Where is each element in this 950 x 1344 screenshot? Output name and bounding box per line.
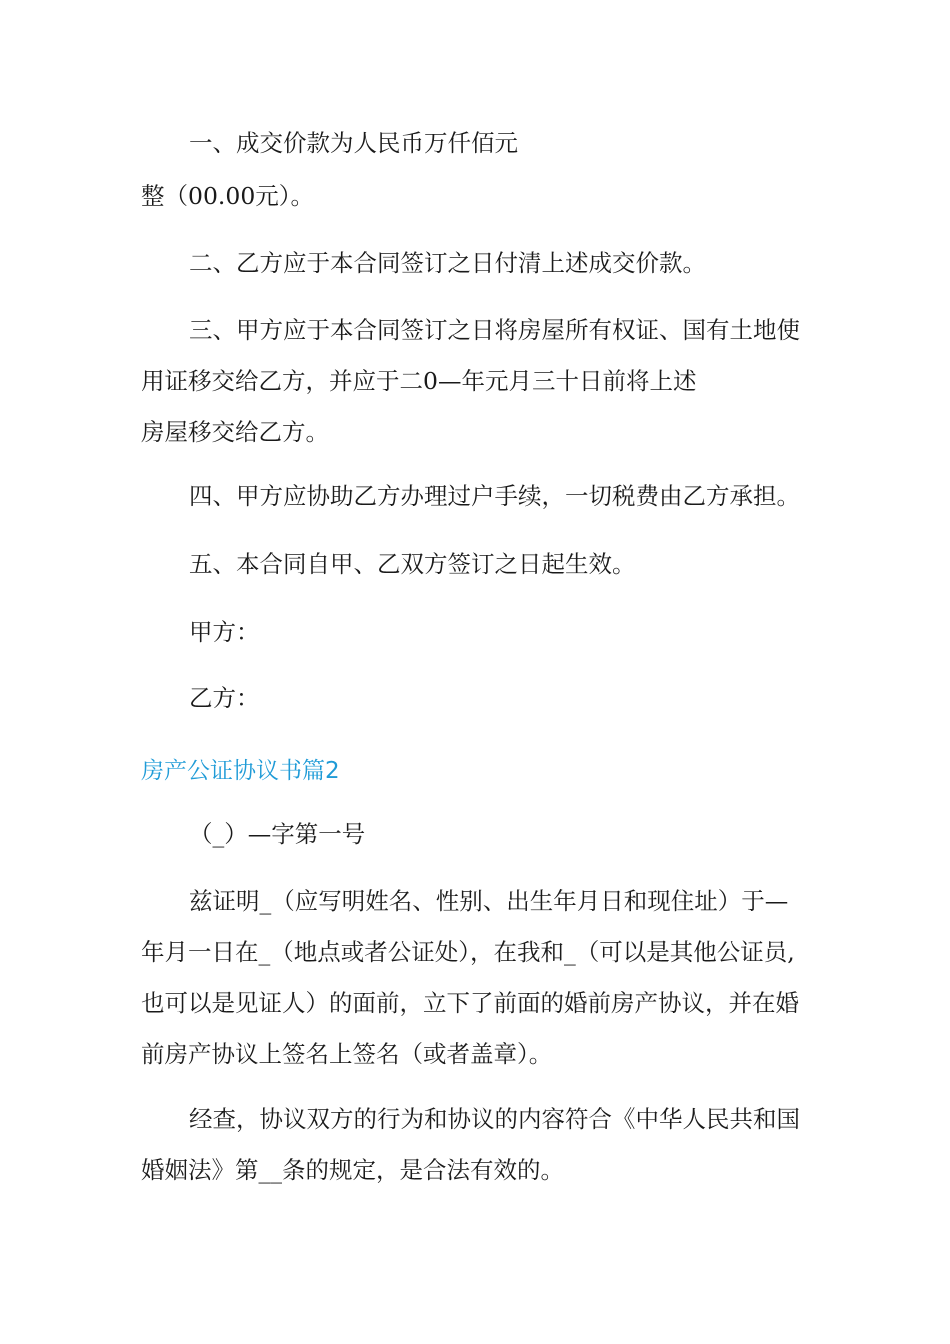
clause-three-line-1: 三、甲方应于本合同签订之日将房屋所有权证、国有土地使 xyxy=(189,316,800,344)
certification-para-line-3: 也可以是见证人）的面前，立下了前面的婚前房产协议，并在婚 xyxy=(141,989,799,1017)
review-para-line-1: 经查，协议双方的行为和协议的内容符合《中华人民共和国 xyxy=(189,1105,800,1133)
clause-five: 五、本合同自甲、乙双方签订之日起生效。 xyxy=(189,550,636,578)
clause-three-line-3: 房屋移交给乙方。 xyxy=(141,418,329,446)
section-heading: 房产公证协议书篇2 xyxy=(141,758,340,784)
party-b-label: 乙方： xyxy=(189,684,260,712)
clause-one-line-2: 整（00.00元）。 xyxy=(141,182,315,210)
certification-para-line-4: 前房产协议上签名上签名（或者盖章）。 xyxy=(141,1040,553,1068)
clause-one-line-1: 一、成交价款为人民币万仟佰元 xyxy=(189,129,518,157)
review-para-line-2: 婚姻法》第__条的规定，是合法有效的。 xyxy=(141,1156,564,1184)
certification-para-line-2: 年月一日在_（地点或者公证处），在我和_（可以是其他公证员, xyxy=(141,938,795,966)
clause-three-line-2: 用证移交给乙方，并应于二0—年元月三十日前将上述 xyxy=(141,367,697,395)
clause-four: 四、甲方应协助乙方办理过户手续，一切税费由乙方承担。 xyxy=(189,482,800,510)
party-a-label: 甲方： xyxy=(189,618,260,646)
clause-two: 二、乙方应于本合同签订之日付清上述成交价款。 xyxy=(189,249,706,277)
certificate-number-line: （_）—字第一号 xyxy=(189,820,366,848)
certification-para-line-1: 兹证明_（应写明姓名、性别、出生年月日和现住址）于— xyxy=(189,887,789,915)
